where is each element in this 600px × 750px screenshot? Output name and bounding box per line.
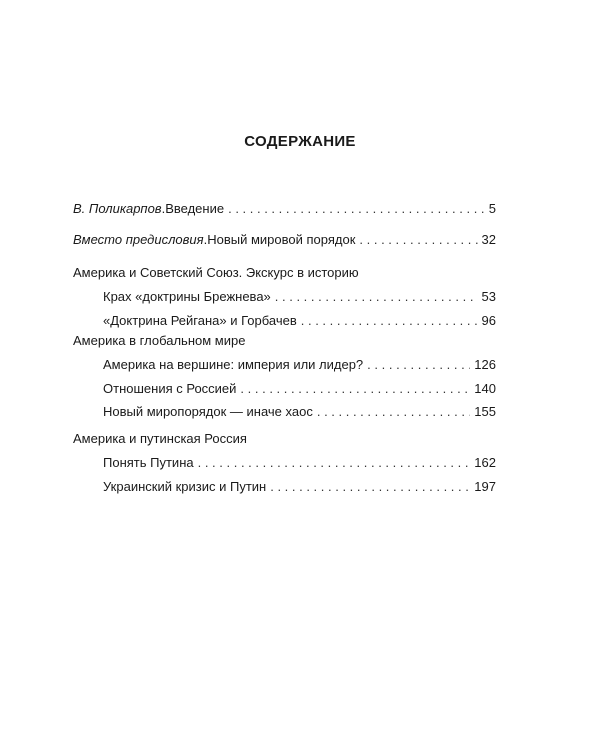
toc-title: Новый миропорядок — иначе хаос	[103, 404, 313, 419]
toc-title: Введение	[165, 201, 225, 216]
toc-entry	[103, 455, 496, 471]
toc-section-title: Америка и Советский Союз. Экскурс в историю	[73, 265, 359, 280]
toc-entry-introduction	[73, 201, 496, 217]
dot-leader	[317, 404, 470, 420]
toc-entry	[103, 313, 496, 329]
toc-page-number: 197	[474, 479, 496, 494]
dot-leader	[198, 455, 471, 471]
toc-entry	[103, 404, 496, 420]
toc-title: Новый мировой порядок	[207, 232, 356, 247]
toc-entry	[103, 479, 496, 495]
toc-title: Америка на вершине: империя или лидер?	[103, 357, 364, 372]
toc-entry	[103, 289, 496, 305]
toc-page-number: 126	[474, 357, 496, 372]
toc-author: В. Поликарпов	[73, 201, 162, 216]
toc-entry	[103, 381, 496, 397]
page-title: СОДЕРЖАНИЕ	[244, 133, 356, 150]
dot-leader	[301, 313, 478, 329]
dot-leader	[240, 381, 470, 397]
toc-entry-preface	[73, 232, 496, 248]
toc-section-title: Америка в глобальном мире	[73, 333, 246, 348]
dot-leader	[367, 357, 470, 373]
dot-leader	[270, 479, 470, 495]
toc-page-number: 140	[474, 381, 496, 396]
toc-separator: .	[203, 232, 208, 247]
toc-page-number: 5	[488, 201, 496, 216]
toc-section-global-world	[73, 333, 245, 349]
toc-section-america-ussr	[73, 265, 359, 281]
toc-page-number: 53	[481, 289, 496, 304]
toc-title: Крах «доктрины Брежнева»	[103, 289, 271, 304]
toc-entry	[103, 357, 496, 373]
toc-title: «Доктрина Рейгана» и Горбачев	[103, 313, 297, 328]
toc-separator: .	[161, 201, 166, 216]
toc-title: Понять Путина	[103, 455, 194, 470]
toc-section-title: Америка и путинская Россия	[73, 431, 247, 446]
toc-page-number: 155	[474, 404, 496, 419]
toc-page-number: 32	[481, 232, 496, 247]
toc-section-putin-russia	[73, 431, 247, 447]
toc-page-number: 162	[474, 455, 496, 470]
toc-title: Украинский кризис и Путин	[103, 479, 267, 494]
dot-leader	[228, 201, 485, 217]
toc-title: Отношения с Россией	[103, 381, 237, 396]
toc-prefix: Вместо предисловия	[73, 232, 204, 247]
dot-leader	[275, 289, 478, 305]
dot-leader	[359, 232, 477, 248]
toc-page-number: 96	[481, 313, 496, 328]
